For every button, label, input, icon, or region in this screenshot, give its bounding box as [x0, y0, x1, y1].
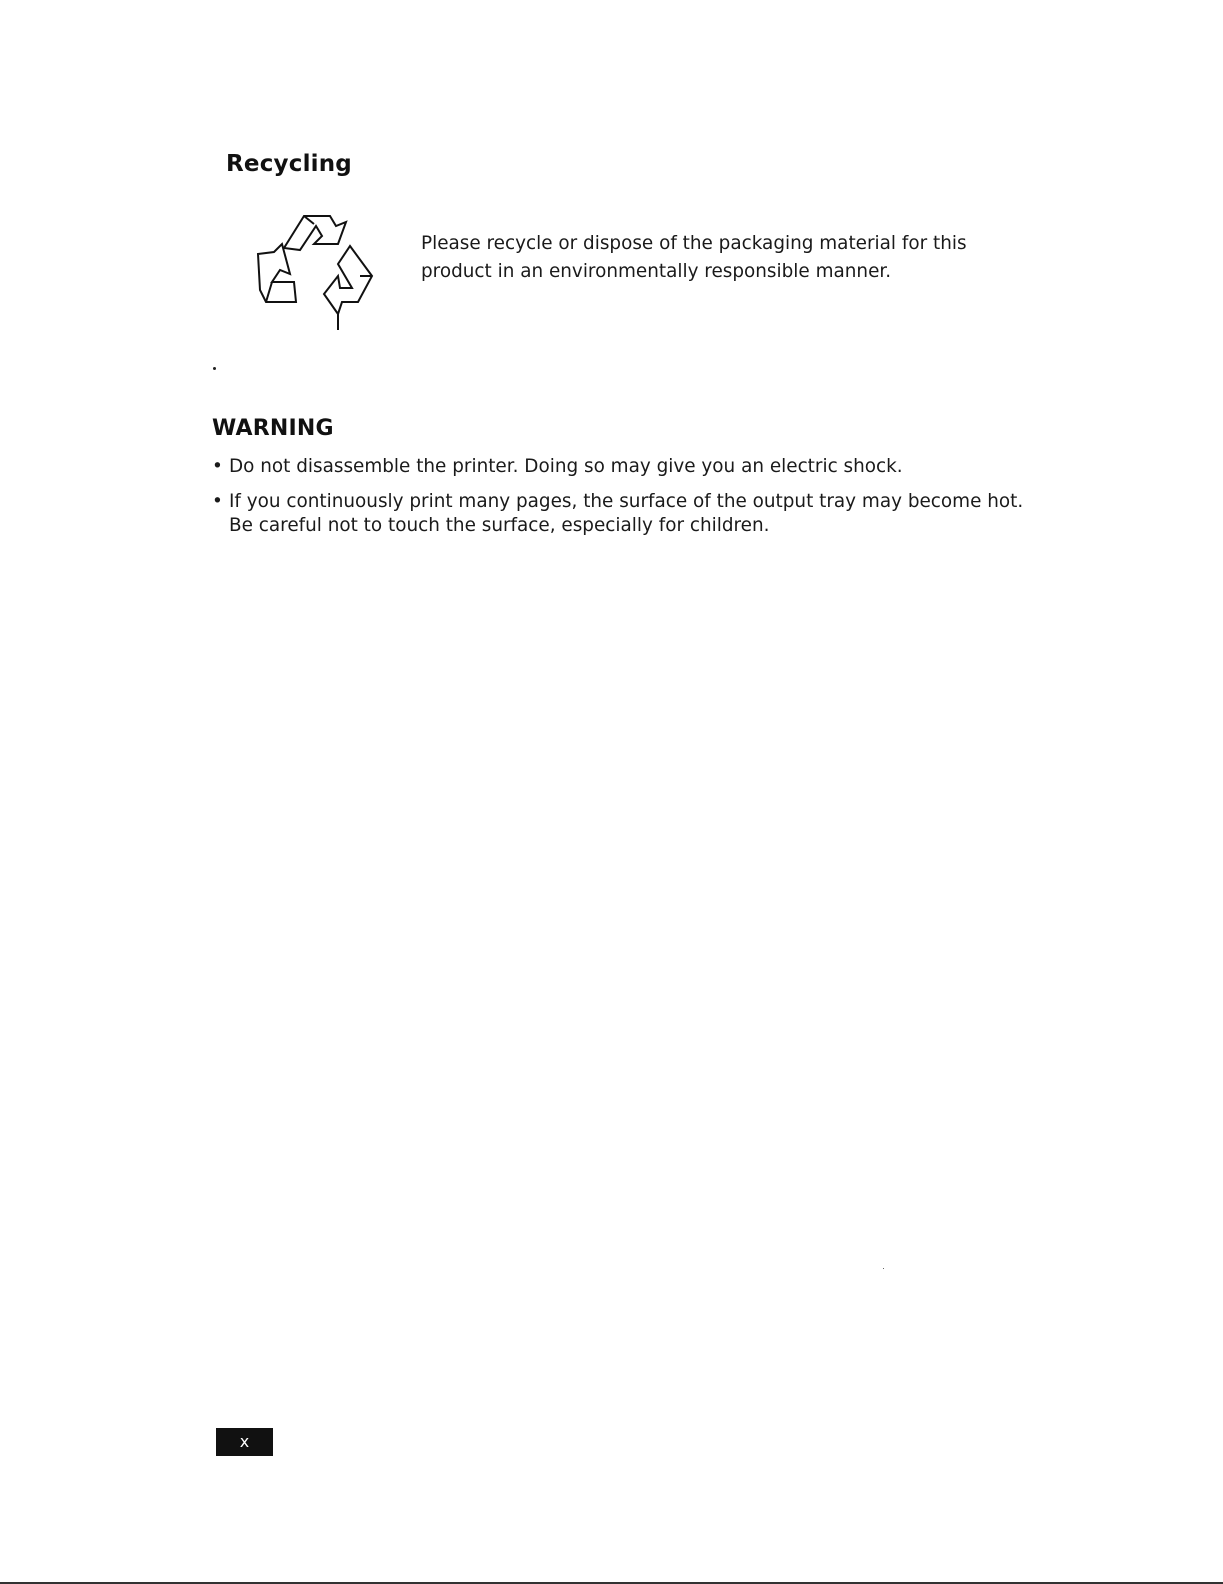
recycle-icon [254, 210, 380, 334]
stray-mark [213, 367, 216, 370]
warning-heading: WARNING [212, 416, 334, 441]
stray-mark [883, 1268, 884, 1269]
warning-item-text: If you continuously print many pages, the surface of the output tray may become hot. Be careful not to touch the surface, especially for children. [229, 491, 1024, 536]
warning-item [212, 455, 1032, 479]
recycling-heading: Recycling [226, 151, 352, 177]
page-number-tab: x [216, 1428, 273, 1456]
warning-item [212, 490, 1032, 538]
bullet-icon: • [212, 491, 223, 512]
recycling-text: Please recycle or dispose of the packaging material for this product in an environmentally responsible manner. [421, 233, 967, 282]
warning-list [212, 455, 1032, 549]
warning-item-text: Do not disassemble the printer. Doing so may give you an electric shock. [229, 456, 903, 477]
bullet-icon: • [212, 456, 223, 477]
